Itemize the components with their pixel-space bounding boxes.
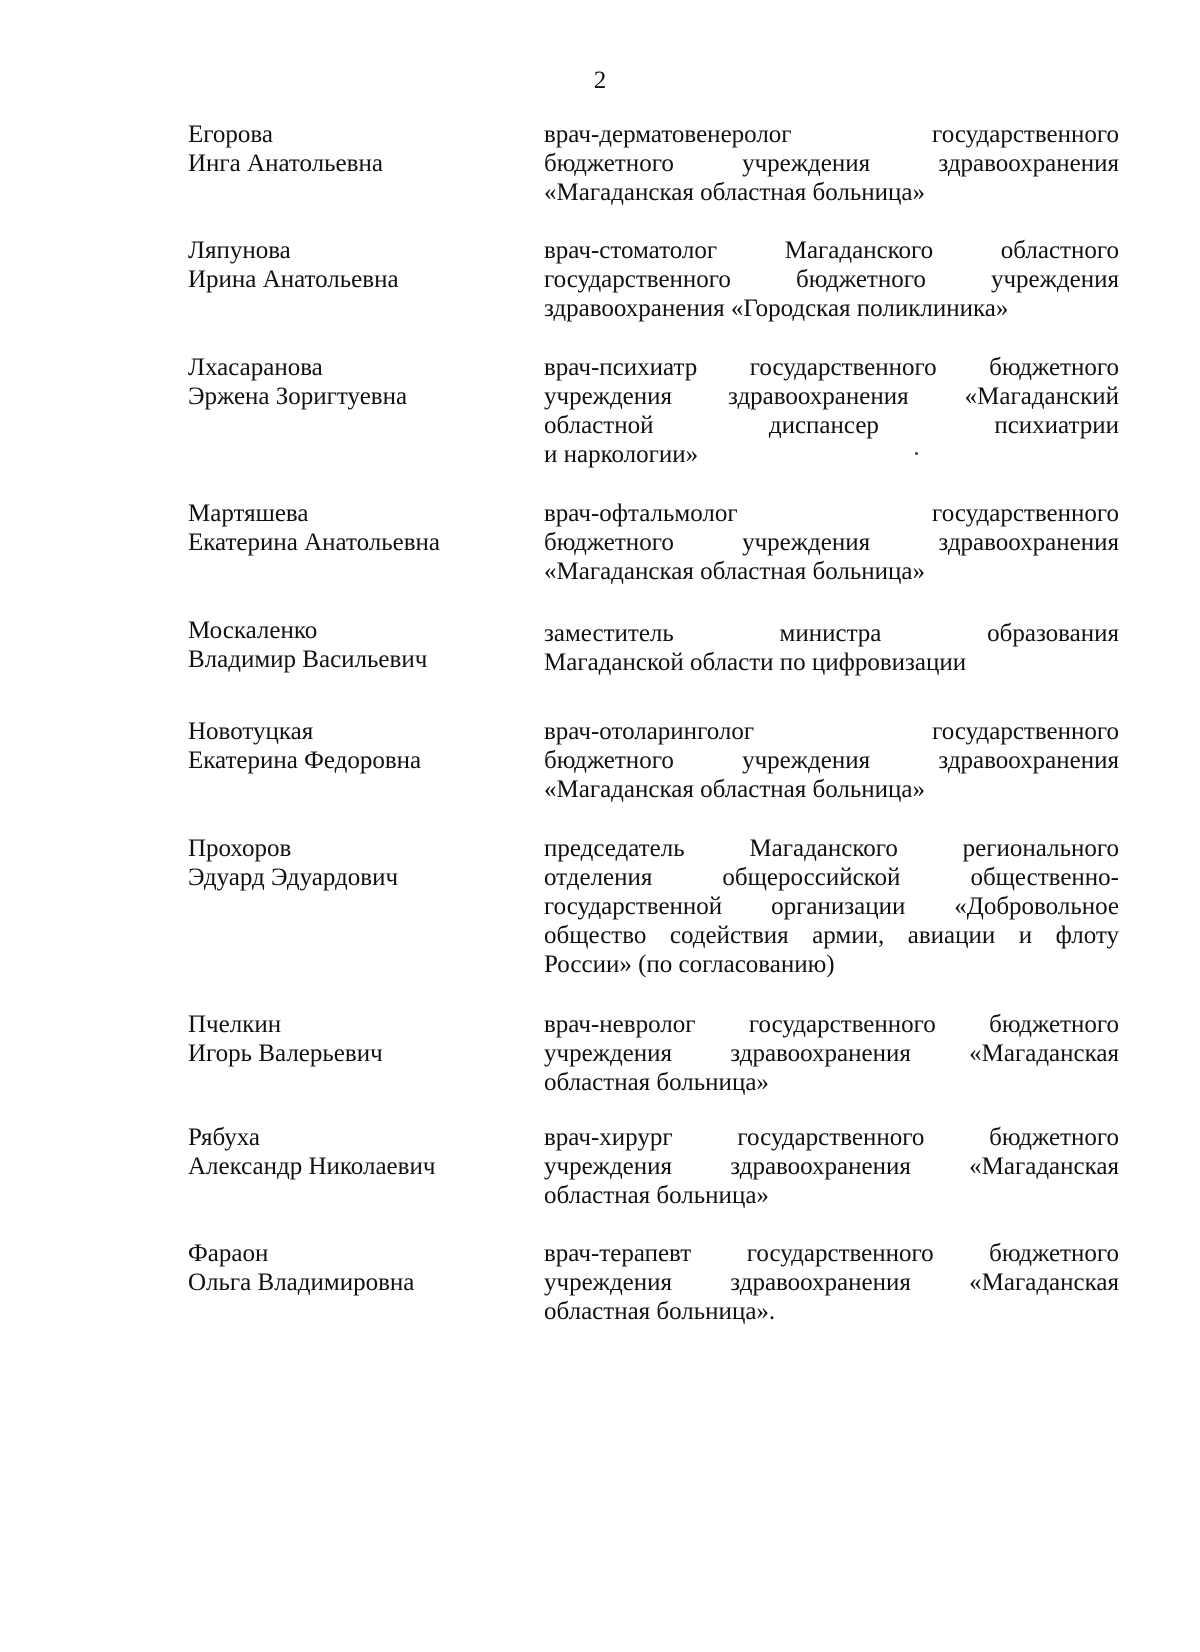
member-given-names: Александр Николаевич [188,1153,436,1180]
position-line: врач-хирург государственного бюджетного [544,1124,1119,1151]
member-name [188,236,518,294]
member-position [544,1010,1119,1097]
member-surname: Новотуцкая [188,718,314,745]
position-line: врач-офтальмолог государственного [544,500,1119,527]
position-line: бюджетного учреждения здравоохранения [544,747,1119,774]
position-line: России» (по согласованию) [544,951,835,978]
position-line: «Магаданская областная больница» [544,776,925,803]
position-line: бюджетного учреждения здравоохранения [544,150,1119,177]
member-surname: Мартяшева [188,500,309,527]
member-surname: Прохоров [188,835,292,862]
member-surname: Лхасаранова [188,354,323,381]
member-name [188,834,518,892]
member-surname: Рябуха [188,1124,260,1151]
position-line: учреждения здравоохранения «Магаданский [544,383,1119,410]
member-surname: Пчелкин [188,1011,282,1038]
member-given-names: Екатерина Федоровна [188,747,422,774]
member-surname: Москаленко [188,617,318,644]
position-line: учреждения здравоохранения «Магаданская [544,1040,1119,1067]
member-position [544,236,1119,323]
member-position [544,353,1119,469]
member-given-names: Ирина Анатольевна [188,266,399,293]
position-line: «Магаданская областная больница» [544,558,925,585]
position-line: государственной организации «Добровольное [544,893,1119,920]
position-line: и наркологии» [544,441,699,468]
member-name [188,1010,518,1068]
member-surname: Егорова [188,121,273,148]
member-name [188,717,518,775]
position-line: врач-отоларинголог государственного [544,718,1119,745]
member-position [544,1123,1119,1210]
member-position [544,1239,1119,1326]
position-line: врач-стоматолог Магаданского областного [544,237,1119,264]
page-number: 2 [593,67,607,94]
position-line: бюджетного учреждения здравоохранения [544,529,1119,556]
position-line: врач-невролог государственного бюджетного [544,1011,1119,1038]
position-line: Магаданской области по цифровизации [544,649,967,676]
member-name [188,353,518,411]
member-given-names: Инга Анатольевна [188,150,383,177]
position-line: врач-дерматовенеролог государственного [544,121,1119,148]
position-line: государственного бюджетного учреждения [544,266,1119,293]
position-line: учреждения здравоохранения «Магаданская [544,1269,1119,1296]
position-line: здравоохранения «Городская поликлиника» [544,295,1009,322]
scan-speck [915,452,918,455]
position-line: областной диспансер психиатрии [544,412,1119,439]
position-line: областная больница» [544,1182,769,1209]
member-position [544,834,1119,979]
member-position [544,619,1119,677]
member-position [544,717,1119,804]
member-given-names: Игорь Валерьевич [188,1040,383,1067]
position-line: заместитель министра образования [544,620,1119,647]
member-position [544,120,1119,207]
member-given-names: Ольга Владимировна [188,1269,415,1296]
member-given-names: Владимир Васильевич [188,646,428,673]
position-line: врач-психиатр государственного бюджетного [544,354,1119,381]
member-surname: Ляпунова [188,237,291,264]
position-line: учреждения здравоохранения «Магаданская [544,1153,1119,1180]
position-line: председатель Магаданского регионального [544,835,1119,862]
position-line: областная больница». [544,1298,776,1325]
member-name [188,120,518,178]
member-surname: Фараон [188,1240,269,1267]
position-line: общество содействия армии, авиации и флоту [544,922,1119,949]
member-name [188,499,518,557]
member-given-names: Эржена Зоригтуевна [188,383,408,410]
position-line: «Магаданская областная больница» [544,179,925,206]
position-line: врач-терапевт государственного бюджетного [544,1240,1119,1267]
member-name [188,1123,518,1181]
position-line: областная больница» [544,1069,769,1096]
member-position [544,499,1119,586]
position-line: отделения общероссийской общественно- [544,864,1119,891]
member-given-names: Екатерина Анатольевна [188,529,441,556]
member-name [188,616,518,674]
member-name [188,1239,518,1297]
member-given-names: Эдуард Эдуардович [188,864,399,891]
